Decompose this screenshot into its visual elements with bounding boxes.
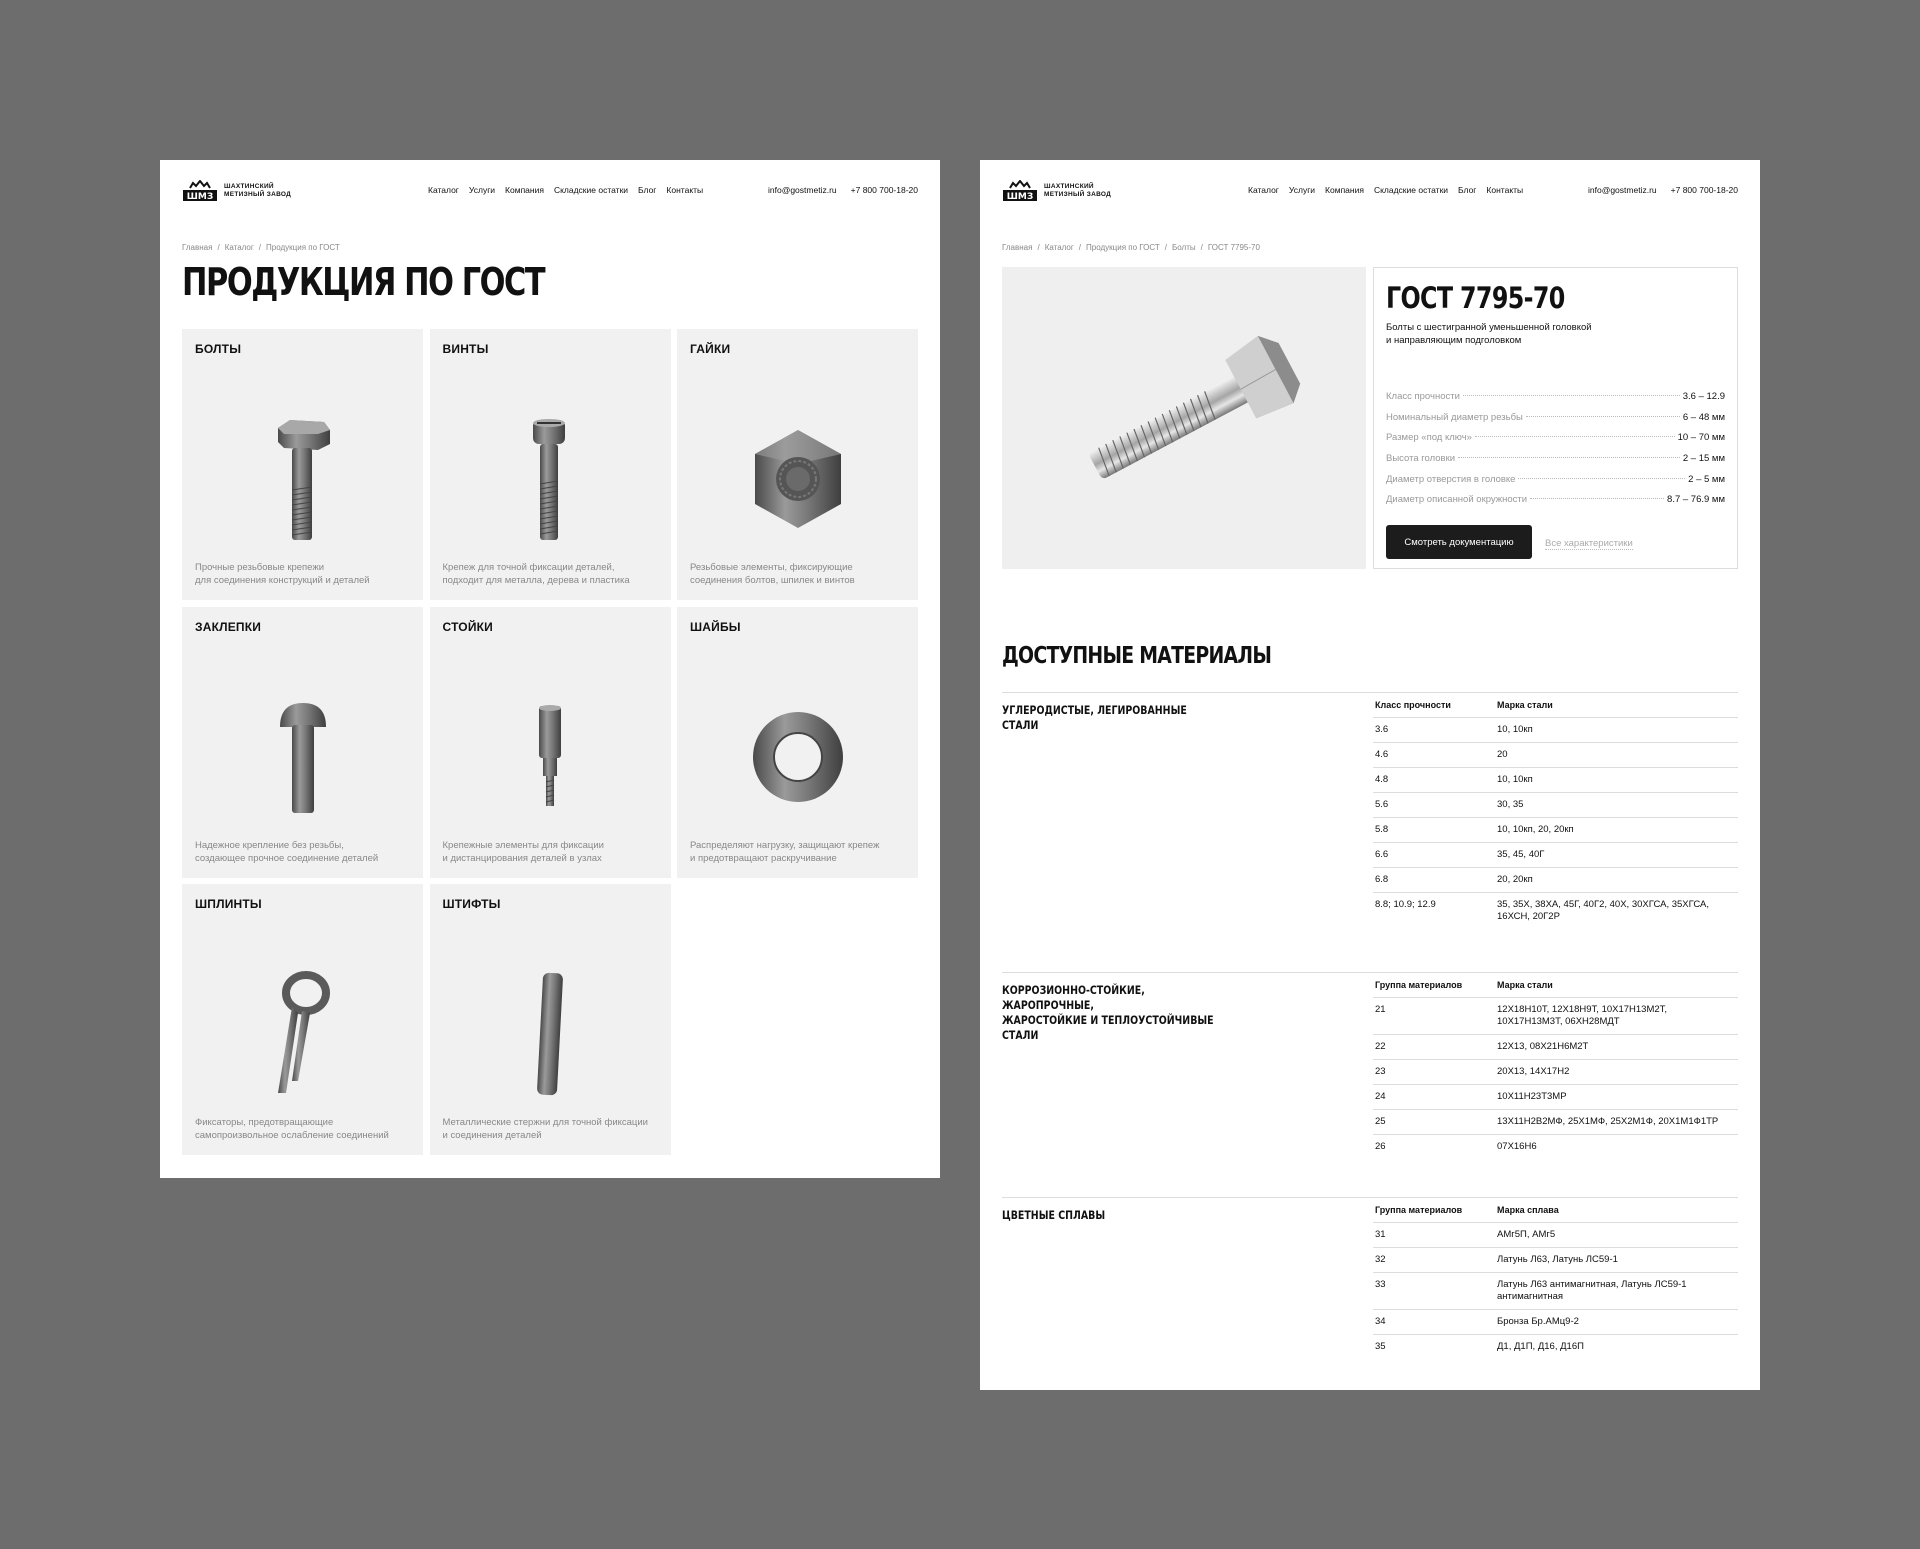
table-row: [1373, 818, 1738, 843]
spec-value: 8.7 – 76.9 мм: [1667, 494, 1725, 506]
category-card-dowel-pins[interactable]: [430, 884, 671, 1155]
nut-icon: [743, 424, 853, 534]
section-title-line: ЖАРОСТОЙКИЕ И ТЕПЛОУСТОЙЧИВЫЕ СТАЛИ: [1002, 1013, 1214, 1042]
table-cell: 10, 10кп: [1497, 774, 1533, 785]
logo-line-2: МЕТИЗНЫЙ ЗАВОД: [1044, 190, 1112, 198]
section-title: [1002, 1208, 1215, 1223]
card-title: БОЛТЫ: [195, 342, 242, 356]
category-card-screws[interactable]: [430, 329, 671, 600]
breadcrumb-home[interactable]: Главная: [182, 243, 213, 252]
table-cell: 20: [1497, 749, 1508, 760]
materials-title: ДОСТУПНЫЕ МАТЕРИАЛЫ: [1002, 643, 1272, 669]
cotter-pin-icon: [268, 969, 338, 1099]
materials-section-nonferrous: [1002, 1197, 1738, 1352]
product-title: ГОСТ 7795-70: [1386, 281, 1565, 315]
table-cell: 12Х13, 08Х21Н6М2Т: [1497, 1041, 1589, 1052]
breadcrumb-catalog[interactable]: Каталог: [1044, 243, 1074, 252]
logo-mark-text: ШМЗ: [1006, 192, 1034, 202]
card-description-line: Металлические стержни для точной фиксации: [442, 1117, 648, 1128]
rivet-icon: [268, 697, 338, 817]
table-cell: Латунь Л63 антимагнитная, Латунь ЛС59-1 антимагнитная: [1497, 1279, 1687, 1302]
section-title-line: КОРРОЗИОННО-СТОЙКИЕ, ЖАРОПРОЧНЫЕ,: [1002, 983, 1145, 1012]
main-nav: [428, 185, 703, 195]
table-cell: 35, 45, 40Г: [1497, 849, 1545, 860]
table-row: [1373, 998, 1738, 1035]
card-description-line: создающее прочное соединение деталей: [195, 852, 379, 864]
column-header: Марка стали: [1497, 700, 1553, 710]
header-contacts: [768, 185, 918, 195]
spec-value: 6 – 48 мм: [1682, 411, 1725, 423]
spec-value: 3.6 – 12.9: [1682, 391, 1725, 402]
table-cell: 35: [1375, 1341, 1386, 1352]
nav-company[interactable]: Компания: [505, 185, 544, 195]
card-description-line: и соединения деталей: [442, 1130, 542, 1141]
table-cell: 10, 10кп, 20, 20кп: [1497, 824, 1574, 835]
column-header: Группа материалов: [1375, 1205, 1463, 1215]
table-cell: Д1, Д1П, Д16, Д16П: [1497, 1341, 1584, 1352]
table-cell: 4.8: [1375, 774, 1389, 785]
table-row: [1373, 1110, 1738, 1135]
table-cell: 5.6: [1375, 799, 1389, 810]
spec-row: [1386, 494, 1725, 515]
table-row: [1373, 1060, 1738, 1085]
table-cell: 10, 10кп: [1497, 724, 1533, 735]
materials-table: [1373, 973, 1738, 1159]
card-description-line: для соединения конструкций и деталей: [195, 575, 370, 586]
page-title: ПРОДУКЦИЯ ПО ГОСТ: [182, 260, 545, 304]
table-header: [1373, 693, 1738, 718]
card-description: [195, 561, 411, 587]
card-title: ШПЛИНТЫ: [195, 897, 262, 911]
section-title-line: УГЛЕРОДИСТЫЕ, ЛЕГИРОВАННЫЕ СТАЛИ: [1002, 703, 1187, 732]
spec-list: [1386, 391, 1725, 515]
table-cell: 12Х18Н10Т, 12Х18Н9Т, 10Х17Н13М2Т, 10Х17Н13М3Т, 06ХН28МДТ: [1497, 1004, 1668, 1027]
table-cell: 8.8; 10.9; 12.9: [1375, 899, 1436, 910]
card-description: [443, 839, 659, 865]
table-cell: 26: [1375, 1141, 1386, 1152]
materials-section-stainless: [1002, 972, 1738, 1152]
nav-stock[interactable]: Складские остатки: [1373, 185, 1449, 195]
table-row: [1373, 1273, 1738, 1310]
breadcrumb: Главная / Каталог / Продукция по ГОСТ / Болты / ГОСТ 7795-70: [1002, 243, 1260, 252]
card-description: [690, 561, 906, 587]
email-link[interactable]: info@gostmetiz.ru: [1588, 185, 1657, 195]
view-documentation-button[interactable]: Смотреть документацию: [1386, 525, 1532, 559]
screw-icon: [515, 414, 585, 544]
spec-key: Класс прочности: [1386, 391, 1460, 402]
spec-row: [1386, 391, 1725, 412]
spec-key: Номинальный диаметр резьбы: [1386, 411, 1523, 423]
logo-line-1: ШАХТИНСКИЙ: [1044, 183, 1094, 190]
spec-value: 2 – 5 мм: [1688, 473, 1725, 485]
breadcrumb-catalog[interactable]: Каталог: [224, 243, 254, 252]
table-row: [1373, 843, 1738, 868]
table-row: [1373, 743, 1738, 768]
logo-line-1: ШАХТИНСКИЙ: [224, 183, 274, 190]
table-row: [1373, 768, 1738, 793]
table-cell: 3.6: [1375, 724, 1389, 735]
card-description-line: Распределяют нагрузку, защищают крепеж: [690, 839, 880, 851]
table-row: [1373, 1310, 1738, 1335]
card-description-line: соединения болтов, шпилек и винтов: [690, 575, 855, 586]
column-header: Группа материалов: [1375, 980, 1463, 990]
table-cell: 33: [1375, 1279, 1386, 1290]
nav-catalog[interactable]: Каталог: [1248, 185, 1279, 195]
table-cell: 20Х13, 14Х17Н2: [1497, 1066, 1570, 1077]
card-description-line: самопроизвольное ослабление соединений: [195, 1130, 389, 1141]
nav-services[interactable]: Услуги: [1288, 185, 1316, 195]
category-card-standoffs[interactable]: [430, 607, 671, 878]
washer-icon: [748, 707, 848, 807]
table-cell: Бронза Бр.АМц9-2: [1497, 1316, 1579, 1327]
logo[interactable]: [182, 172, 302, 206]
table-header: [1373, 973, 1738, 998]
nav-blog[interactable]: Блог: [638, 185, 657, 195]
breadcrumb-gost[interactable]: Продукция по ГОСТ: [1086, 243, 1160, 252]
bolt-icon: [268, 414, 338, 544]
dowel-pin-icon: [525, 969, 575, 1099]
logo-name: [1044, 183, 1111, 198]
column-header: Марка стали: [1497, 980, 1553, 990]
spec-value: 10 – 70 мм: [1677, 432, 1725, 444]
logo-mark-text: ШМЗ: [186, 192, 214, 202]
logo-gear-icon: [182, 180, 218, 202]
nav-stock[interactable]: Складские остатки: [553, 185, 629, 195]
category-card-nuts[interactable]: [677, 329, 918, 600]
table-cell: 6.6: [1375, 849, 1389, 860]
standoff-icon: [525, 702, 575, 812]
card-title: ГАЙКИ: [690, 342, 731, 356]
breadcrumb-current: ГОСТ 7795-70: [1207, 243, 1260, 252]
card-title: ВИНТЫ: [442, 342, 489, 356]
logo-line-2: МЕТИЗНЫЙ ЗАВОД: [224, 190, 292, 198]
materials-table: [1373, 1198, 1738, 1359]
spec-row: [1386, 432, 1725, 453]
card-description: [195, 839, 411, 865]
materials-table: [1373, 693, 1738, 929]
hex-bolt-photo: [1002, 267, 1366, 569]
product-subtitle-line: Болты с шестигранной уменьшенной головкой: [1386, 322, 1592, 333]
table-cell: 31: [1375, 1229, 1386, 1240]
table-cell: 20, 20кп: [1497, 874, 1533, 885]
card-description-line: и дистанцирования деталей в узлах: [442, 852, 602, 864]
table-cell: 34: [1375, 1316, 1386, 1327]
column-header: Класс прочности: [1375, 700, 1451, 710]
email-link[interactable]: info@gostmetiz.ru: [768, 185, 837, 195]
table-cell: 07Х16Н6: [1497, 1141, 1537, 1152]
table-header: [1373, 1198, 1738, 1223]
card-description: [443, 561, 659, 587]
table-cell: 10Х11Н23Т3МР: [1497, 1091, 1567, 1102]
category-card-cotter-pins[interactable]: [182, 884, 423, 1155]
column-header: Марка сплава: [1497, 1205, 1559, 1215]
table-row: [1373, 793, 1738, 818]
table-cell: 5.8: [1375, 824, 1389, 835]
logo-name: [224, 183, 291, 198]
materials-section-carbon: [1002, 692, 1738, 922]
table-row: [1373, 1248, 1738, 1273]
card-description-line: Резьбовые элементы, фиксирующие: [690, 562, 853, 573]
spec-key: Диаметр отверстия в головке: [1386, 473, 1516, 485]
table-cell: 32: [1375, 1254, 1386, 1265]
table-cell: 4.6: [1375, 749, 1389, 760]
product-info-card: [1373, 267, 1738, 569]
card-description: [690, 839, 906, 865]
card-description-line: и предотвращают раскручивание: [690, 852, 837, 864]
category-card-rivets[interactable]: [182, 607, 423, 878]
site-header: [182, 172, 918, 208]
spec-key: Высота головки: [1386, 453, 1456, 465]
table-row: [1373, 868, 1738, 893]
table-cell: 25: [1375, 1116, 1386, 1127]
breadcrumb: Главная / Каталог / Продукция по ГОСТ: [182, 243, 340, 252]
phone-link[interactable]: +7 800 700-18-20: [850, 185, 918, 195]
nav-catalog[interactable]: Каталог: [428, 185, 459, 195]
table-row: [1373, 1223, 1738, 1248]
spec-value: 2 – 15 мм: [1682, 453, 1725, 465]
card-title: ШТИФТЫ: [442, 897, 501, 911]
card-description-line: подходит для металла, дерева и пластика: [442, 575, 630, 586]
category-card-bolts[interactable]: [182, 329, 423, 600]
table-cell: АМг5П, АМг5: [1497, 1229, 1556, 1240]
card-title: ЗАКЛЕПКИ: [195, 619, 262, 634]
table-cell: 23: [1375, 1066, 1386, 1077]
table-cell: 21: [1375, 1004, 1386, 1015]
card-description-line: Крепеж для точной фиксации деталей,: [442, 562, 615, 573]
section-title: [1002, 703, 1215, 733]
nav-blog[interactable]: Блог: [1458, 185, 1477, 195]
site-header: [1002, 172, 1738, 208]
product-image: [1002, 267, 1366, 569]
header-contacts: [1588, 185, 1738, 195]
category-grid: [182, 329, 918, 1155]
product-subtitle-line: и направляющим подголовком: [1386, 335, 1522, 346]
nav-services[interactable]: Услуги: [468, 185, 496, 195]
card-description-line: Прочные резьбовые крепежи: [195, 562, 325, 573]
spec-row: [1386, 412, 1725, 433]
spec-key: Диаметр описанной окружности: [1386, 494, 1528, 506]
product-subtitle: [1386, 321, 1616, 347]
card-description-line: Надежное крепление без резьбы,: [195, 839, 344, 851]
section-title-line: ЦВЕТНЫЕ СПЛАВЫ: [1002, 1208, 1106, 1222]
table-cell: 35, 35Х, 38ХА, 45Г, 40Г2, 40Х, 30ХГСА, 35ХГСА, 16ХСН, 20Г2Р: [1497, 899, 1709, 922]
main-nav: [1248, 185, 1523, 195]
table-row: [1373, 718, 1738, 743]
card-title: СТОЙКИ: [442, 619, 494, 634]
table-row: [1373, 893, 1738, 929]
card-title: ШАЙБЫ: [690, 619, 741, 634]
nav-company[interactable]: Компания: [1325, 185, 1364, 195]
breadcrumb-home[interactable]: Главная: [1002, 243, 1033, 252]
card-description-line: Фиксаторы, предотвращающие: [195, 1117, 334, 1128]
table-cell: Латунь Л63, Латунь ЛС59-1: [1497, 1254, 1618, 1265]
table-row: [1373, 1135, 1738, 1159]
all-specs-link[interactable]: Все характеристики: [1545, 538, 1633, 549]
table-row: [1373, 1335, 1738, 1359]
table-cell: 30, 35: [1497, 799, 1524, 810]
nav-contacts[interactable]: Контакты: [1486, 185, 1524, 195]
table-cell: 6.8: [1375, 874, 1389, 885]
card-description: [443, 1116, 659, 1142]
table-cell: 22: [1375, 1041, 1386, 1052]
spec-key: Размер «под ключ»: [1386, 432, 1472, 444]
spec-row: [1386, 474, 1725, 495]
logo[interactable]: [1002, 172, 1122, 206]
table-cell: 24: [1375, 1091, 1386, 1102]
logo-gear-icon: [1002, 180, 1038, 202]
table-row: [1373, 1035, 1738, 1060]
breadcrumb-current: Продукция по ГОСТ: [266, 243, 340, 252]
table-cell: 13Х11Н2В2МФ, 25Х1МФ, 25Х2М1Ф, 20Х1М1Ф1ТР: [1497, 1116, 1719, 1127]
section-title: [1002, 983, 1215, 1043]
table-row: [1373, 1085, 1738, 1110]
catalog-page: [160, 160, 940, 1178]
breadcrumb-bolts[interactable]: Болты: [1172, 243, 1196, 252]
card-description-line: Крепежные элементы для фиксации: [442, 839, 604, 851]
product-page: [980, 160, 1760, 1390]
category-card-washers[interactable]: [677, 607, 918, 878]
nav-contacts[interactable]: Контакты: [666, 185, 704, 195]
card-description: [195, 1116, 411, 1142]
phone-link[interactable]: +7 800 700-18-20: [1670, 185, 1738, 195]
spec-row: [1386, 453, 1725, 474]
